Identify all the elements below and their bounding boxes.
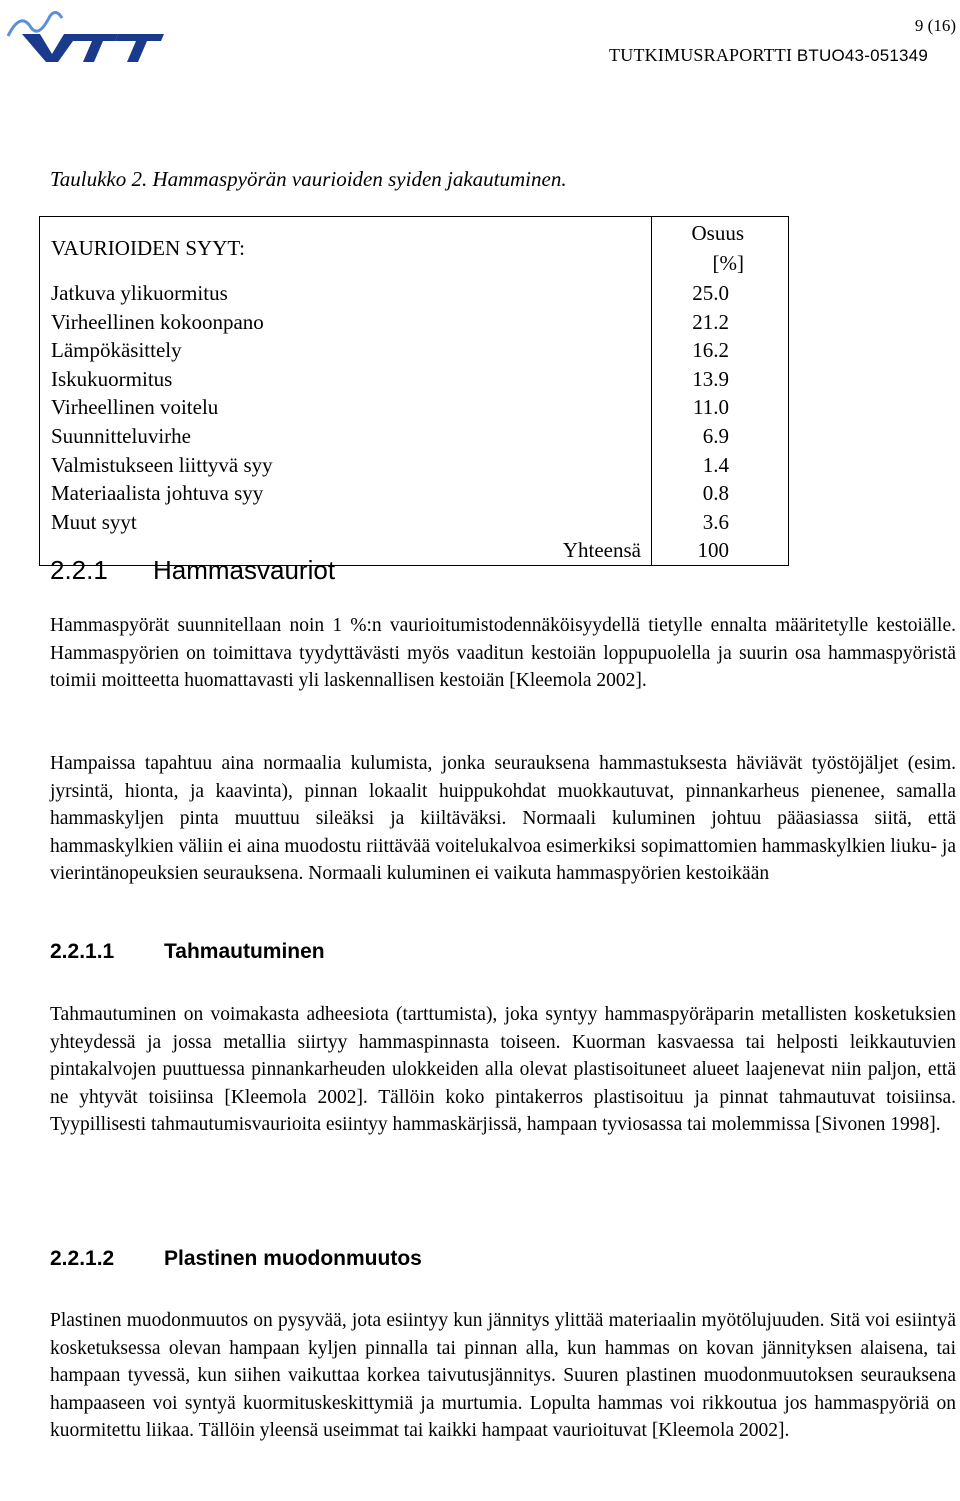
cause-cell: Valmistukseen liittyvä syy xyxy=(40,451,652,480)
page-number: 9 (16) xyxy=(914,16,956,35)
cause-cell: Suunnitteluvirhe xyxy=(40,422,652,451)
table-row xyxy=(40,422,789,451)
damage-cause-table xyxy=(39,216,789,566)
cause-cell: Iskukuormitus xyxy=(40,365,652,394)
section-number: 2.2.1.2 xyxy=(50,1247,115,1270)
table-row xyxy=(40,508,789,537)
table-row xyxy=(40,279,789,308)
section-title: Plastinen muodonmuutos xyxy=(164,1247,422,1270)
header-cause: VAURIOIDEN SYYT: xyxy=(40,217,652,280)
table-row xyxy=(40,479,789,508)
share-cell: 1.4 xyxy=(652,451,789,480)
share-cell: 3.6 xyxy=(652,508,789,537)
total-label: Yhteensä xyxy=(40,536,652,565)
section-heading-plastinen-muodonmuutos xyxy=(50,1247,422,1271)
paragraph-normal-wear: Hampaissa tapahtuu aina normaalia kulumista, jonka seurauksena hammastuksesta häviävät työstöjäljet (esim. jyrsintä, hionta, ja kaavinta), pinnan lokaalit huippukohdat muokkautuvat, pinnankarheus pienenee, samalla hammaskyljen pinta muuttuu sileäksi ja kiiltäväksi. Normaali kuluminen johtuu pääasiassa siitä, että hammaskylkien väliin ei aina muodostu riittävää voitelukalvoa esimerkiksi sopimattomien hammaskylkien liuku- ja vierintänopeuksien seurauksena. Normaali kuluminen ei vaikuta hammaspyörien kestoikään xyxy=(50,753,956,885)
table-row xyxy=(40,393,789,422)
vtt-logo xyxy=(6,6,166,66)
logo-letter-v-icon xyxy=(22,34,78,62)
share-cell: 13.9 xyxy=(652,365,789,394)
cause-cell: Jatkuva ylikuormitus xyxy=(40,279,652,308)
paragraph-design-probability: Hammaspyörät suunnitellaan noin 1 %:n vaurioitumistodennäköisyydellä tietylle ennalta määritetylle kestoiälle. Hammaspyörien on toimittava tyydyttävästi myös vaaditun kestoiän loppupuolella ja suurin osa hammaspyöristä toimii moitteetta huomattavasti yli laskennallisen kestoiän [Kleemola 2002]. xyxy=(50,615,956,692)
section-title: Hammasvauriot xyxy=(153,555,336,585)
section-title: Tahmautuminen xyxy=(164,940,325,963)
table-caption: Taulukko 2. Hammaspyörän vaurioiden syiden jakautuminen. xyxy=(50,167,567,191)
report-identifier xyxy=(609,45,928,66)
report-code: BTUO43-051349 xyxy=(796,46,928,65)
table-row xyxy=(40,336,789,365)
cause-cell: Virheellinen voitelu xyxy=(40,393,652,422)
table-header-row xyxy=(40,217,789,280)
share-cell: 25.0 xyxy=(652,279,789,308)
header-share: Osuus [%] xyxy=(652,217,789,280)
paragraph-scuffing: Tahmautuminen on voimakasta adheesiota (tarttumista), joka syntyy hammaspyöräparin metallisten kosketuksien yhteydessä ja jossa metallia siirtyy hammaspinnasta toiseen. Kuorman kasvaessa tai helposti leikkautuvien pintakalvojen puuttuessa pinnankarheuden ulokkeiden alla olevat plastisoituneet alueet laajenevat niin paljon, että ne yhtyvät toisiinsa [Kleemola 2002]. Tällöin koko pintakerros plastisoituu ja pinnat tahmautuvat toisiinsa. Tyypillisesti tahmautumisvaurioita esiintyy hammaskärjissä, hampaan tyviosassa tai molemmissa [Sivonen 1998]. xyxy=(50,1004,956,1136)
table-row xyxy=(40,365,789,394)
share-cell: 16.2 xyxy=(652,336,789,365)
share-cell: 6.9 xyxy=(652,422,789,451)
cause-cell: Virheellinen kokoonpano xyxy=(40,308,652,337)
logo-letter-t2-icon xyxy=(115,34,164,62)
cause-cell: Lämpökäsittely xyxy=(40,336,652,365)
section-heading-hammasvauriot xyxy=(50,555,335,586)
paragraph-plastic-deformation: Plastinen muodonmuutos on pysyvää, jota esiintyy kun jännitys ylittää materiaalin myötölujuuden. Sitä voi esiintyä kosketuksessa olevan hampaan kyljen pinnalla tai pinnan alla, kun hammas on kovan jännityksen alaisena, tai hampaan tyvessä, kun siihen vaikuttaa korkea taivutusjännitys. Suuren plastinen muodonmuutoksen seurauksena hampaaseen voi syntyä kuormituskeskittymiä ja murtumia. Lopulta hammas voi rikkoutua jos hammaspyöriä on kuormitettu liikaa. Tällöin yleensä useimmat tai kaikki hampaat vaurioituvat [Kleemola 2002]. xyxy=(50,1310,956,1442)
section-heading-tahmautuminen xyxy=(50,940,325,964)
cause-cell: Materiaalista johtuva syy xyxy=(40,479,652,508)
total-value: 100 xyxy=(652,536,789,565)
table-row xyxy=(40,451,789,480)
section-number: 2.2.1.1 xyxy=(50,940,115,963)
share-cell: 21.2 xyxy=(652,308,789,337)
cause-cell: Muut syyt xyxy=(40,508,652,537)
logo-letter-t1-icon xyxy=(73,34,118,62)
table-row xyxy=(40,308,789,337)
section-number: 2.2.1 xyxy=(50,555,108,585)
share-cell: 0.8 xyxy=(652,479,789,508)
logo-wave-icon xyxy=(8,12,62,36)
report-label: TUTKIMUSRAPORTTI xyxy=(609,45,793,65)
share-cell: 11.0 xyxy=(652,393,789,422)
